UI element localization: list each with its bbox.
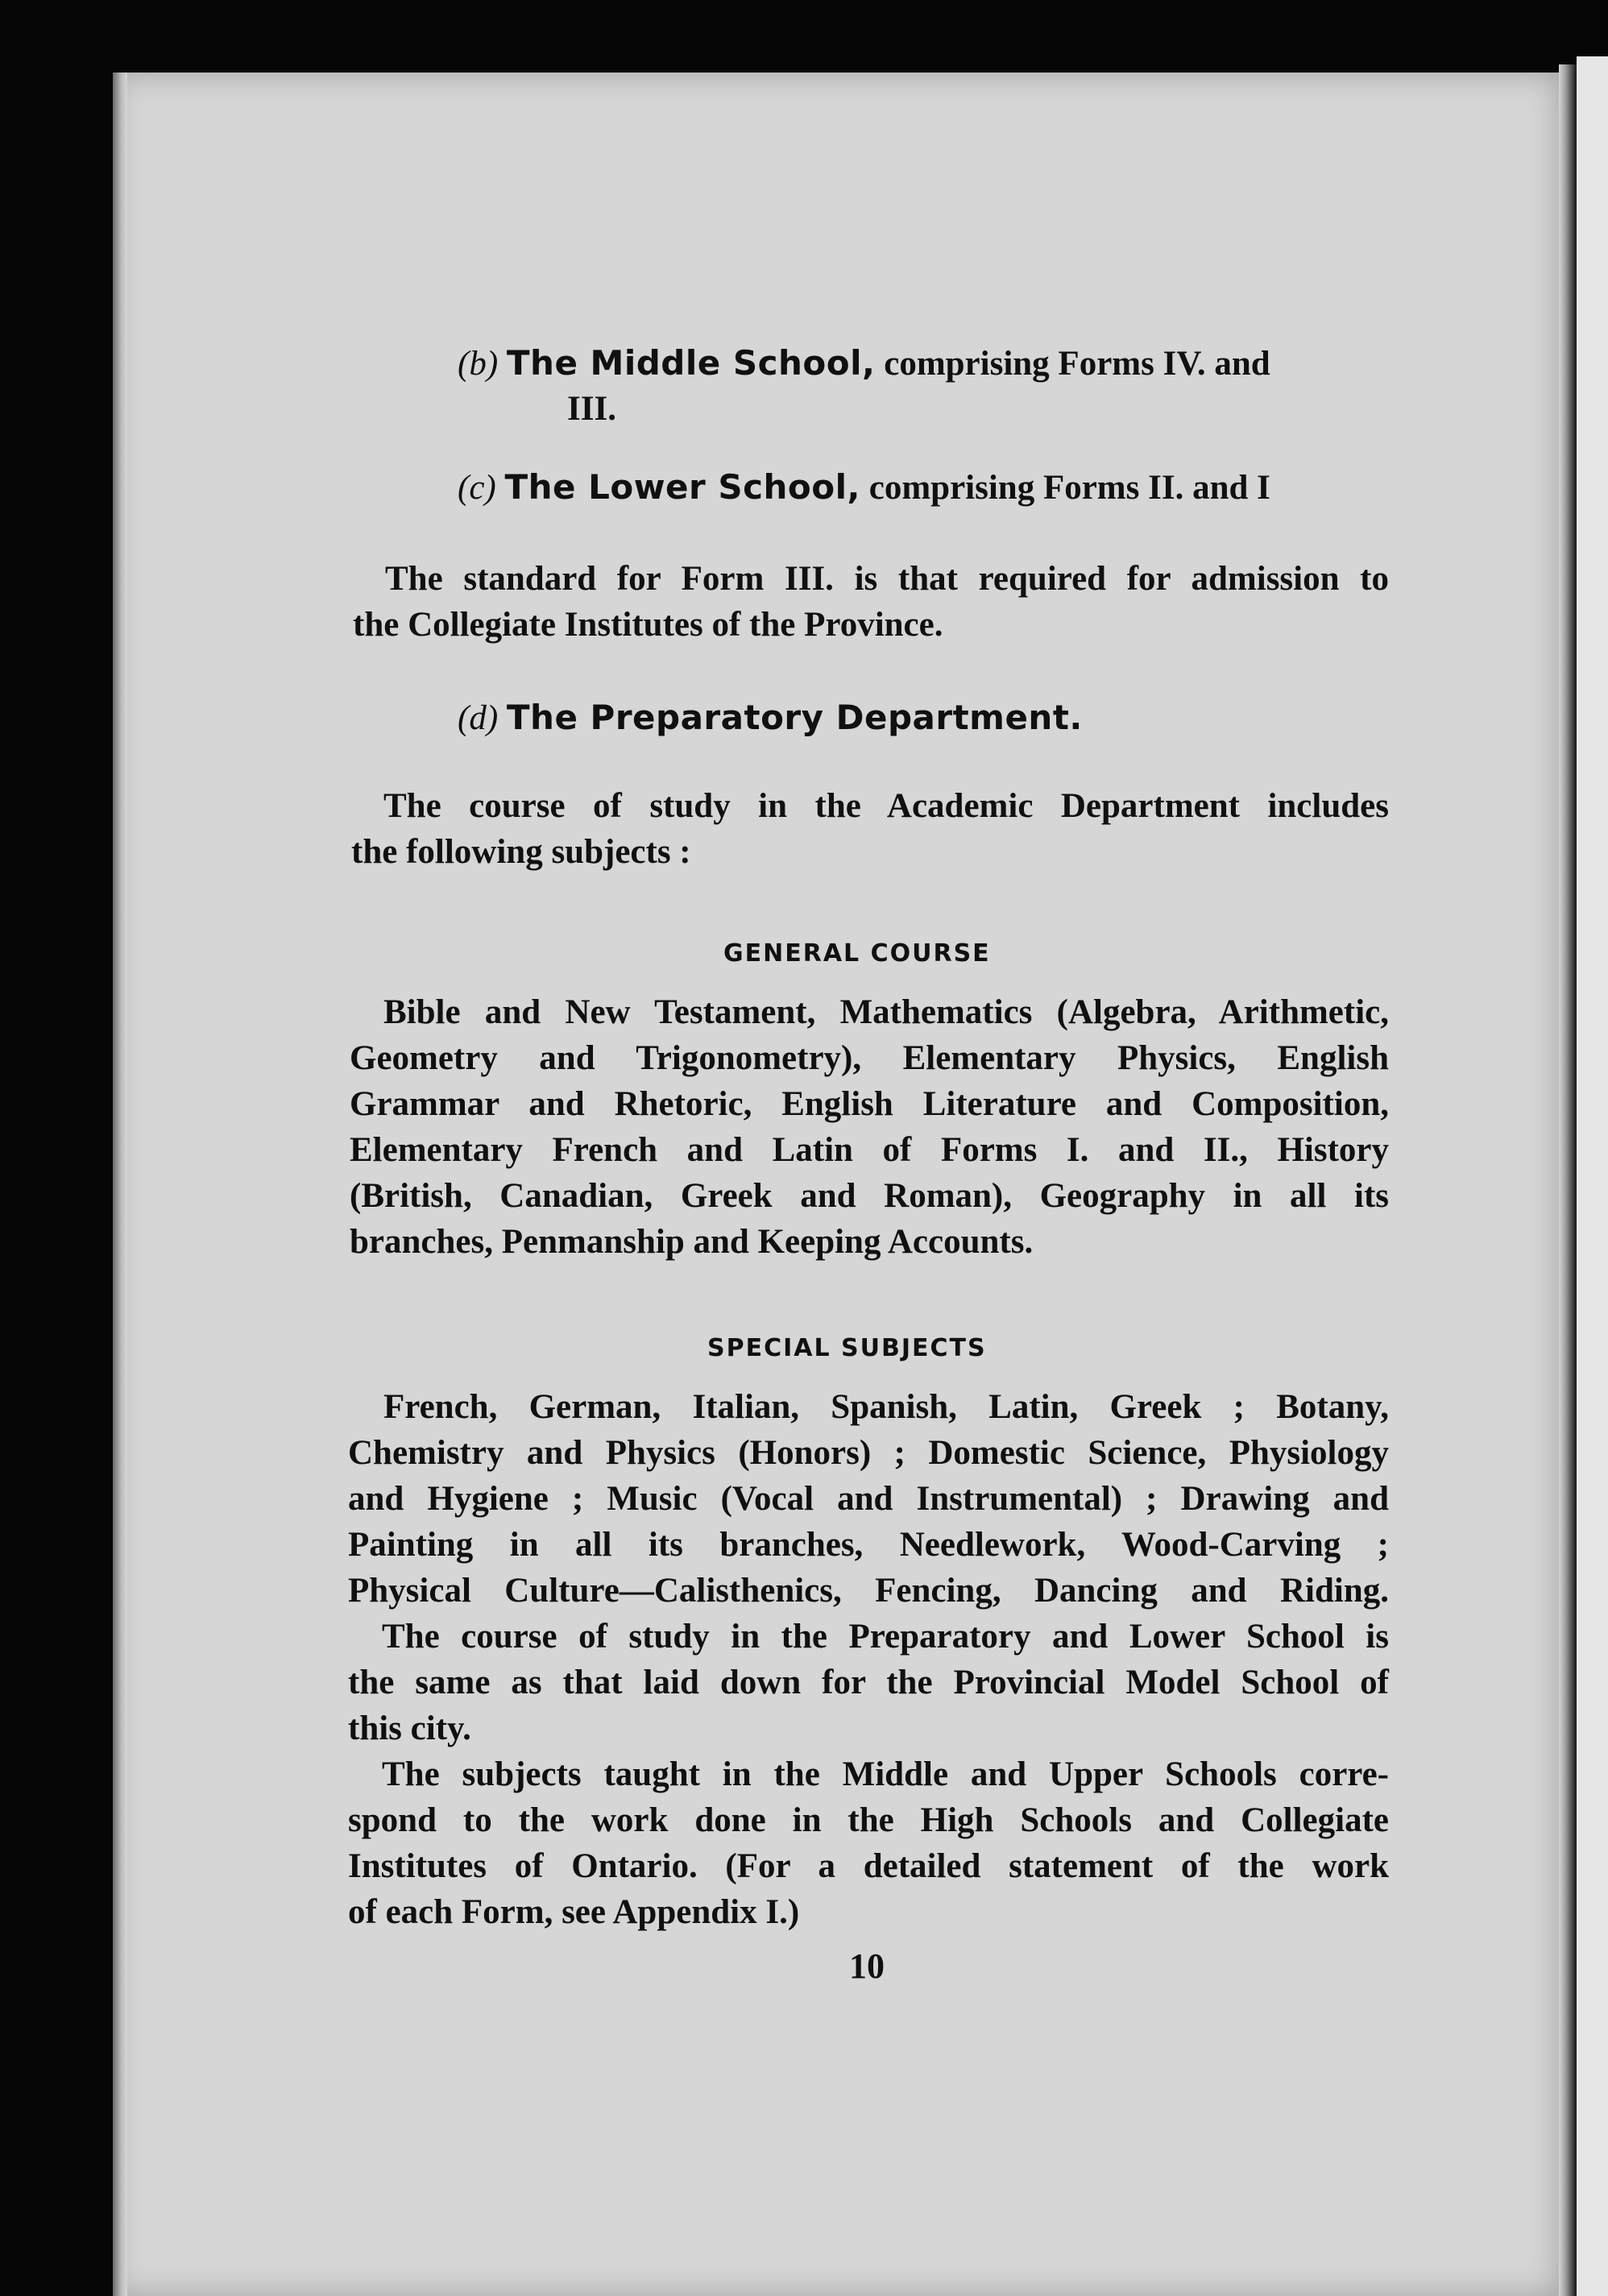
general-course-line: (British, Canadian, Greek and Roman), Geography in all its [350, 1177, 1389, 1215]
section-c-line [458, 464, 1270, 511]
section-b-title: The Middle School, [506, 343, 876, 383]
general-course-line: Grammar and Rhetoric, English Literature and Composition, [350, 1085, 1389, 1123]
preparatory-paragraph-line: The course of study in the Preparatory and Lower School is [382, 1618, 1389, 1656]
page-number: 10 [849, 1946, 885, 1986]
middle-upper-paragraph-line: The subjects taught in the Middle and Upper Schools corre- [382, 1755, 1389, 1793]
course-intro-line-1: The course of study in the Academic Department includes [383, 787, 1389, 825]
general-course-line: branches, Penmanship and Keeping Accounts. [350, 1223, 1034, 1261]
section-b-rest: comprising Forms IV. and [884, 345, 1270, 383]
general-course-line: Bible and New Testament, Mathematics (Algebra, Arithmetic, [383, 993, 1389, 1031]
section-b-line [458, 340, 1270, 387]
standard-paragraph-line-2: the Collegiate Institutes of the Province. [353, 606, 943, 644]
middle-upper-paragraph-line: spond to the work done in the High Schools and Collegiate [348, 1801, 1389, 1839]
special-subjects-line: Painting in all its branches, Needlework, Wood-Carving ; [348, 1526, 1389, 1564]
section-c-rest: comprising Forms II. and I [868, 469, 1270, 507]
general-course-line: Geometry and Trigonometry), Elementary Physics, English [350, 1039, 1389, 1077]
special-subjects-line: French, German, Italian, Spanish, Latin, Greek ; Botany, [383, 1388, 1389, 1426]
section-b-label: (b) [458, 345, 499, 383]
special-subjects-heading: SPECIAL SUBJECTS [707, 1334, 987, 1362]
section-d-line [458, 694, 1083, 741]
preparatory-paragraph-line: this city. [348, 1710, 471, 1747]
middle-upper-paragraph-line: of each Form, see Appendix I.) [348, 1893, 800, 1931]
middle-upper-paragraph-line: Institutes of Ontario. (For a detailed statement of the work [348, 1847, 1389, 1885]
special-subjects-line: Chemistry and Physics (Honors) ; Domestic Science, Physiology [348, 1434, 1389, 1472]
general-course-line: Elementary French and Latin of Forms I. and II., History [350, 1131, 1389, 1169]
section-d-label: (d) [458, 699, 499, 737]
section-d-title: The Preparatory Department. [506, 698, 1083, 737]
section-c-label: (c) [458, 469, 496, 507]
general-course-heading: GENERAL COURSE [723, 939, 991, 968]
section-c-title: The Lower School, [504, 467, 860, 507]
standard-paragraph-line-1: The standard for Form III. is that required for admission to [385, 560, 1389, 598]
special-subjects-line: Physical Culture—Calisthenics, Fencing, Dancing and Riding. [348, 1572, 1389, 1610]
preparatory-paragraph-line: the same as that laid down for the Provincial Model School of [348, 1664, 1389, 1701]
special-subjects-line: and Hygiene ; Music (Vocal and Instrumental) ; Drawing and [348, 1480, 1389, 1518]
section-b-continuation: III. [567, 390, 616, 428]
course-intro-line-2: the following subjects : [351, 833, 691, 871]
